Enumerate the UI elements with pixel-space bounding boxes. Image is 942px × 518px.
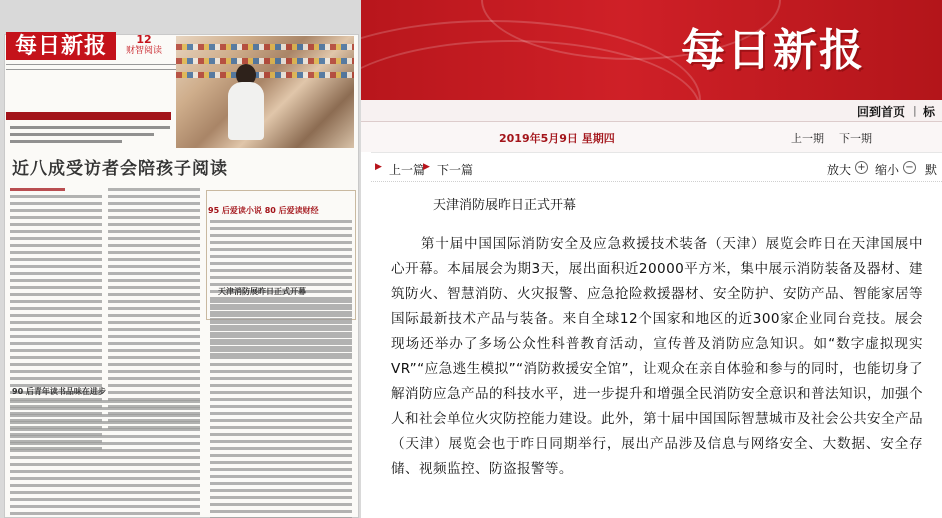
paper-headline: 近八成受访者会陪孩子阅读	[12, 159, 228, 179]
nav-next-link[interactable]: 标	[923, 105, 936, 119]
article-title: 天津消防展昨日正式开幕	[433, 198, 577, 213]
nav-home-link[interactable]: 回到首页	[857, 105, 906, 119]
paper-masthead: 每日新报	[6, 32, 116, 60]
zoom-out-label[interactable]: 缩小	[875, 163, 900, 177]
site-logo: 每日新报	[681, 25, 865, 76]
prev-article-link[interactable]: 上一篇	[389, 163, 426, 177]
zoom-out-icon[interactable]: −	[903, 161, 916, 174]
newspaper-page-panel	[0, 0, 361, 518]
paper-column-4	[210, 300, 352, 518]
date-bar	[361, 122, 942, 152]
article-body: 第十届中国国际消防安全及应急救援技术装备（天津）展览会昨日在天津国展中心开幕。本届展会为期3天，展出面积近20000平方米，集中展示消防装备及器材、建筑防火、智慧消防、火灾报警、应急抢险救援器材、安全防护、安防产品、智能家居等国际最新技术产品与装备。来自全球12个国家和地区的近300家企业同台竞技。展会现场还举办了多场公众性科普教育活动，宣传普及消防应急知识。如“数字虚拟现实VR”“应急逃生模拟”“消防救援安全馆”，让观众在亲自体验和参与的同时，也能切身了解消防应急产品的科技水平，进一步提升和增强全民消防安全意识和普法知识，加强个人和社会单位火灾防控能力建设。此外，第十届中国国际智慧城市及社会公共安全产品（天津）展览会也于昨日同期举行，展出产品涉及信息与网络安全、大数据、安全存储、视频监控、防盗报警等。	[391, 236, 923, 477]
next-arrow-icon: ▶	[423, 162, 430, 172]
portal-panel	[361, 0, 942, 518]
default-size-label[interactable]: 默	[925, 163, 938, 177]
top-nav	[361, 100, 942, 122]
paper-subhead-2: 天津消防展昨日正式开幕	[218, 287, 306, 296]
next-issue-link[interactable]: 下一期	[839, 132, 872, 145]
prev-issue-link[interactable]: 上一期	[791, 132, 824, 145]
zoom-in-icon[interactable]: +	[855, 161, 868, 174]
paper-subhead-1: 95 后爱读小说 80 后爱读财经	[208, 206, 319, 215]
paper-page-number: 12 财智阅读	[125, 33, 162, 56]
paper-intro-text	[10, 126, 170, 147]
paper-photo	[176, 36, 354, 148]
next-article-link[interactable]: 下一篇	[437, 163, 474, 177]
paper-masthead-rule	[6, 64, 176, 70]
zoom-in-label[interactable]: 放大	[827, 163, 852, 177]
article-toolbar	[371, 152, 942, 182]
paper-subhead-3: 90 后青年读书品味在进步	[12, 387, 106, 396]
paper-section-bar	[6, 112, 171, 120]
nav-separator: |	[913, 104, 917, 117]
prev-arrow-icon: ▶	[375, 162, 382, 172]
site-banner	[361, 0, 942, 100]
paper-column-5	[10, 400, 200, 518]
issue-date: 2019年5月9日 星期四	[499, 132, 615, 145]
article-content	[371, 182, 942, 518]
